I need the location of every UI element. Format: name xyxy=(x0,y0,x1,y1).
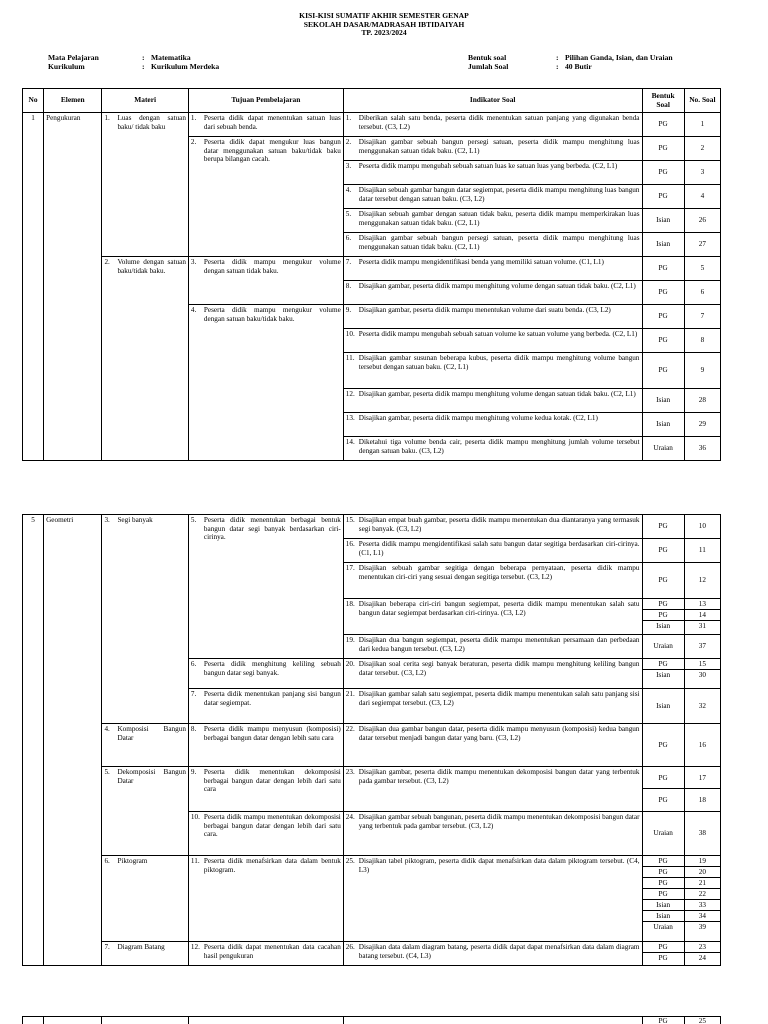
col-elemen: Elemen xyxy=(44,89,102,113)
doc-school: SEKOLAH DASAR/MADRASAH IBTIDAIYAH xyxy=(303,19,465,29)
indikator-2 xyxy=(343,137,642,161)
tujuan-2 xyxy=(188,137,343,257)
kisi-table-pengukuran xyxy=(22,88,721,461)
materi-num: 6. xyxy=(104,857,110,865)
nosoal-stack xyxy=(684,942,720,966)
materi-4 xyxy=(102,724,188,767)
row-elemen: Pengukuran xyxy=(44,113,102,461)
nosoal-cell: 32 xyxy=(684,689,720,724)
row-elemen: Geometri xyxy=(44,515,102,966)
nosoal-cell: 1 xyxy=(684,113,720,137)
meta-right xyxy=(468,54,673,71)
meta-left xyxy=(48,54,219,71)
bentuk-cell: Isian xyxy=(642,389,684,413)
materi-text: Luas dengan satuan baku/ tidak baku xyxy=(117,114,186,131)
stack-cell: 13 xyxy=(685,599,720,610)
nosoal-cell: 38 xyxy=(684,812,720,856)
empty-cell xyxy=(188,1017,343,1024)
col-no: No xyxy=(23,89,44,113)
stack-cell: 19 xyxy=(685,856,720,867)
bentuk-cell: Isian xyxy=(642,233,684,257)
materi-num: 2. xyxy=(104,258,110,266)
table-header-row xyxy=(23,89,721,113)
bentuk-stack xyxy=(642,856,684,942)
stack-cell: PG xyxy=(658,796,668,804)
colon: : xyxy=(556,61,559,71)
col-tujuan: Tujuan Pembelajaran xyxy=(188,89,343,113)
table-row xyxy=(23,724,721,767)
tujuan-text: Peserta didik dapat menentukan satuan luas dari sebuah benda. xyxy=(203,114,341,131)
mapel-label: Mata Pelajaran xyxy=(48,53,99,62)
indikator-13 xyxy=(343,413,642,437)
col-bentuk: Bentuk Soal xyxy=(642,89,684,113)
indikator-text: Disajikan empat buah gambar, peserta didik mampu menentukan dua diantaranya yang termasuk segi banyak. (C3, L2) xyxy=(358,516,640,533)
bentuk-value: Pilihan Ganda, Isian, dan Uraian xyxy=(565,53,673,62)
indikator-20 xyxy=(343,659,642,689)
colon: : xyxy=(142,61,145,71)
indikator-text: Diberikan salah satu benda, peserta didik menentukan satuan panjang yang digunakan benda tersebut. (C3, L2) xyxy=(358,114,640,131)
tujuan-num: 7. xyxy=(190,690,197,698)
bentuk-stack xyxy=(642,659,684,689)
bentuk-cell: PG xyxy=(642,281,684,305)
bentuk-stack xyxy=(642,942,684,966)
row-no: 1 xyxy=(23,113,44,461)
tujuan-num: 12. xyxy=(190,943,200,951)
bentuk-label: Bentuk soal xyxy=(468,53,507,62)
nosoal-cell: 36 xyxy=(684,437,720,461)
indikator-9 xyxy=(343,305,642,329)
indikator-num: 26. xyxy=(345,943,355,951)
indikator-num: 5. xyxy=(345,210,352,218)
indikator-num: 21. xyxy=(345,690,355,698)
table-row xyxy=(23,856,721,942)
indikator-text: Disajikan dua bangun segiempat, peserta didik mampu menentukan persamaan dan perbedaan dari kedua bangun tersebut. (C3, L2) xyxy=(358,636,640,653)
col-indikator: Indikator Soal xyxy=(343,89,642,113)
bentuk-cell: Uraian xyxy=(642,812,684,856)
nosoal-cell: 3 xyxy=(684,161,720,185)
nosoal-cell: 29 xyxy=(684,413,720,437)
materi-num: 3. xyxy=(104,516,110,524)
indikator-4 xyxy=(343,185,642,209)
indikator-text: Disajikan sebuah gambar bangun datar segiempat, peserta didik mampu menghitung luas bangun datar tersebut dengan satuan baku. (C3, L2) xyxy=(358,186,640,203)
indikator-num: 12. xyxy=(345,390,355,398)
stack-cell: 22 xyxy=(685,889,720,900)
nosoal-cell: 2 xyxy=(684,137,720,161)
bentuk-cell: PG xyxy=(642,329,684,353)
tujuan-5 xyxy=(188,515,343,659)
indikator-6 xyxy=(343,233,642,257)
nosoal-cell: 25 xyxy=(684,1017,720,1024)
bentuk-cell: Uraian xyxy=(642,437,684,461)
nosoal-cell: 4 xyxy=(684,185,720,209)
table-row xyxy=(23,515,721,539)
indikator-text: Peserta didik mampu mengubah sebuah satuan volume ke satuan volume yang berbeda. (C2, L1) xyxy=(358,330,638,338)
empty-cell xyxy=(102,1017,188,1024)
indikator-14 xyxy=(343,437,642,461)
table-row xyxy=(23,113,721,137)
materi-num: 7. xyxy=(104,943,110,951)
stack-cell: PG xyxy=(658,954,668,962)
materi-2 xyxy=(102,257,188,461)
kurikulum-value: Kurikulum Merdeka xyxy=(151,61,220,71)
kisi-table-geometri xyxy=(22,514,721,966)
nosoal-stack xyxy=(684,856,720,942)
stack-cell: 31 xyxy=(698,622,706,630)
indikator-text: Disajikan data dalam diagram batang, peserta didik dapat dapat menafsirkan data dalam diagram batang tersebut. (C4, L3) xyxy=(358,943,640,960)
indikator-text: Disajikan beberapa ciri-ciri bangun segiempat, peserta didik mampu menentukan salah satu bangun datar segiempat berdasarkan ciri-cirinya. (C3, L2) xyxy=(358,600,640,617)
indikator-text: Disajikan tabel piktogram, peserta didik dapat menafsirkan data dalam piktogram tersebut. (C4, L3) xyxy=(358,857,640,874)
indikator-num: 24. xyxy=(345,813,355,821)
bentuk-cell: Uraian xyxy=(642,635,684,659)
stack-cell: Uraian xyxy=(653,923,673,931)
nosoal-cell: 12 xyxy=(684,563,720,599)
materi-num: 5. xyxy=(104,768,110,776)
col-nosoal: No. Soal xyxy=(684,89,720,113)
indikator-num: 16. xyxy=(345,540,355,548)
bentuk-cell: Isian xyxy=(642,413,684,437)
tujuan-1 xyxy=(188,113,343,137)
indikator-25 xyxy=(343,856,642,942)
indikator-num: 8. xyxy=(345,282,352,290)
stack-cell: 17 xyxy=(685,767,720,789)
indikator-num: 20. xyxy=(345,660,355,668)
indikator-text: Disajikan gambar sebuah bangunan, peserta didik mampu menentukan dekomposisi bangun datar yang terbentuk pada gambar tersebut. (C3, L2) xyxy=(358,813,640,830)
indikator-num: 18. xyxy=(345,600,355,608)
indikator-5 xyxy=(343,209,642,233)
stack-cell: 33 xyxy=(685,900,720,911)
indikator-num: 1. xyxy=(345,114,352,122)
stack-cell: 20 xyxy=(685,867,720,878)
indikator-12 xyxy=(343,389,642,413)
materi-3 xyxy=(102,515,188,724)
materi-text: Diagram Batang xyxy=(117,943,165,951)
tujuan-text: Peserta didik menentukan dekomposisi berbagai bangun datar dengan lebih dari satu cara xyxy=(203,768,341,794)
doc-year: TP. 2023/2024 xyxy=(361,28,407,38)
tujuan-12 xyxy=(188,942,343,966)
indikator-num: 23. xyxy=(345,768,355,776)
bentuk-cell: PG xyxy=(642,137,684,161)
materi-5 xyxy=(102,767,188,856)
bentuk-stack xyxy=(642,767,684,812)
indikator-text: Disajikan sebuah gambar segitiga dengan beberapa pernyataan, peserta didik mampu menentukan ciri-ciri yang sesuai dengan segitiga tersebut. (C3, L2) xyxy=(358,564,640,581)
doc-title: KISI-KISI SUMATIF AKHIR SEMESTER GENAP xyxy=(299,11,469,20)
materi-text: Segi banyak xyxy=(117,516,153,524)
stack-cell: Isian xyxy=(656,622,671,630)
stack-cell: 14 xyxy=(685,610,720,621)
nosoal-cell: 16 xyxy=(684,724,720,767)
empty-cell xyxy=(343,1017,642,1024)
col-materi: Materi xyxy=(102,89,188,113)
indikator-num: 22. xyxy=(345,725,355,733)
indikator-num: 17. xyxy=(345,564,355,572)
nosoal-cell: 28 xyxy=(684,389,720,413)
nosoal-cell: 11 xyxy=(684,539,720,563)
indikator-26 xyxy=(343,942,642,966)
bentuk-cell: PG xyxy=(642,185,684,209)
kurikulum-label: Kurikulum xyxy=(48,61,85,71)
nosoal-cell: 5 xyxy=(684,257,720,281)
nosoal-stack xyxy=(684,599,720,635)
bentuk-cell: PG xyxy=(642,539,684,563)
indikator-num: 6. xyxy=(345,234,352,242)
materi-num: 4. xyxy=(104,725,110,733)
indikator-text: Peserta didik mampu mengidentifikasi salah satu bangun datar segitiga berdasarkan ciri-cirinya. (C1, L1) xyxy=(358,540,640,557)
materi-1 xyxy=(102,113,188,257)
indikator-15 xyxy=(343,515,642,539)
empty-cell xyxy=(44,1017,102,1024)
nosoal-cell: 37 xyxy=(684,635,720,659)
indikator-text: Disajikan soal cerita segi banyak beraturan, peserta didik mampu menghitung keliling bangun datar tersebut. (C3, L2) xyxy=(358,660,640,677)
table-row xyxy=(23,942,721,966)
indikator-7 xyxy=(343,257,642,281)
mapel-value: Matematika xyxy=(151,53,191,62)
tujuan-num: 11. xyxy=(190,857,200,865)
tujuan-num: 1. xyxy=(190,114,197,122)
colon: : xyxy=(142,53,145,62)
table-row xyxy=(23,1017,721,1024)
stack-cell: 23 xyxy=(685,942,720,953)
bentuk-cell: PG xyxy=(642,724,684,767)
indikator-22 xyxy=(343,724,642,767)
indikator-num: 7. xyxy=(345,258,352,266)
bentuk-cell: PG xyxy=(642,353,684,389)
tujuan-10 xyxy=(188,812,343,856)
bentuk-cell: Isian xyxy=(642,689,684,724)
stack-cell: PG xyxy=(643,878,684,889)
indikator-text: Disajikan gambar, peserta didik mampu menentukan dekomposisi bangun datar yang terbentuk pada gambar tersebut. (C3, L2) xyxy=(358,768,640,785)
tujuan-4 xyxy=(188,305,343,461)
nosoal-stack xyxy=(684,767,720,812)
indikator-text: Disajikan sebuah gambar dengan satuan tidak baku, peserta didik mampu memperkirakan luas menggunakan satuan tidak baku. (C2, L1) xyxy=(358,210,640,227)
table-row xyxy=(23,257,721,281)
table-row xyxy=(23,767,721,812)
row-no: 5 xyxy=(23,515,44,966)
stack-cell: 39 xyxy=(698,923,706,931)
tujuan-11 xyxy=(188,856,343,942)
indikator-text: Peserta didik mampu mengubah sebuah satuan luas ke satuan luas yang berbeda. (C2, L1) xyxy=(358,162,618,170)
indikator-text: Peserta didik mampu mengidentifikasi benda yang memiliki satuan volume. (C1, L1) xyxy=(358,258,604,266)
stack-cell: Isian xyxy=(643,911,684,922)
materi-text: Piktogram xyxy=(117,857,148,865)
indikator-18 xyxy=(343,599,642,635)
bentuk-cell: PG xyxy=(642,161,684,185)
indikator-num: 11. xyxy=(345,354,355,362)
stack-cell: 30 xyxy=(698,671,706,679)
tujuan-text: Peserta didik mampu mengukur volume dengan satuan baku/tidak baku. xyxy=(203,306,341,323)
indikator-16 xyxy=(343,539,642,563)
materi-num: 1. xyxy=(104,114,110,122)
stack-cell: PG xyxy=(643,942,684,953)
stack-cell: PG xyxy=(643,659,684,670)
materi-6 xyxy=(102,856,188,942)
indikator-text: Diketahui tiga volume benda cair, peserta didik mampu menghitung jumlah volume tersebut dengan satuan baku. (C3, L2) xyxy=(358,438,640,455)
tujuan-num: 4. xyxy=(190,306,197,314)
indikator-text: Disajikan gambar sebuah bangun persegi satuan, peserta didik mampu menghitung luas menggunakan satuan tidak baku. (C2, L1) xyxy=(358,138,640,155)
tujuan-text: Peserta didik dapat mengukur luas bangun datar menggunakan satuan baku/tidak baku berupa bilangan cacah. xyxy=(203,138,341,164)
tujuan-num: 3. xyxy=(190,258,197,266)
indikator-text: Disajikan gambar, peserta didik mampu menghitung volume dengan satuan tidak baku. (C2, L1) xyxy=(358,282,636,290)
indikator-num: 14. xyxy=(345,438,355,446)
indikator-text: Disajikan gambar, peserta didik mampu menghitung volume kedua kotak. (C2, L1) xyxy=(358,414,598,422)
tujuan-7 xyxy=(188,689,343,724)
tujuan-num: 9. xyxy=(190,768,197,776)
stack-cell: 15 xyxy=(685,659,720,670)
indikator-text: Disajikan gambar susunan beberapa kubus, peserta didik mampu menghitung volume bangun tersebut dengan satuan baku. (C2, L1) xyxy=(358,354,640,371)
tujuan-num: 5. xyxy=(190,516,197,524)
stack-cell: 34 xyxy=(685,911,720,922)
stack-cell: PG xyxy=(643,767,684,789)
bentuk-cell: PG xyxy=(642,113,684,137)
indikator-num: 19. xyxy=(345,636,355,644)
tujuan-6 xyxy=(188,659,343,689)
stack-cell: 24 xyxy=(698,954,706,962)
nosoal-cell: 9 xyxy=(684,353,720,389)
indikator-8 xyxy=(343,281,642,305)
indikator-text: Disajikan dua gambar bangun datar, peserta didik mampu menyusun (komposisi) kedua bangun datar tersebut menjadi bangun datar yang baru. (C3, L2) xyxy=(358,725,640,742)
stack-cell: PG xyxy=(643,867,684,878)
stack-cell: Isian xyxy=(643,900,684,911)
indikator-10 xyxy=(343,329,642,353)
indikator-1 xyxy=(343,113,642,137)
tujuan-text: Peserta didik mampu menyusun (komposisi) berbagai bangun datar dengan lebih satu cara xyxy=(203,725,341,742)
stack-cell: 18 xyxy=(698,796,706,804)
tujuan-text: Peserta didik menafsirkan data dalam bentuk piktogram. xyxy=(203,857,341,874)
tujuan-num: 6. xyxy=(190,660,197,668)
indikator-11 xyxy=(343,353,642,389)
bentuk-cell: PG xyxy=(642,1017,684,1024)
indikator-num: 9. xyxy=(345,306,352,314)
tujuan-text: Peserta didik mampu menentukan dekomposisi berbagai bangun datar dengan lebih dari satu cara. xyxy=(203,813,341,839)
nosoal-cell: 10 xyxy=(684,515,720,539)
materi-text: Dekomposisi Bangun Datar xyxy=(117,768,186,785)
stack-cell: 21 xyxy=(685,878,720,889)
nosoal-cell: 8 xyxy=(684,329,720,353)
indikator-num: 25. xyxy=(345,857,355,865)
bentuk-cell: PG xyxy=(642,305,684,329)
kisi-table-continued xyxy=(22,1016,721,1024)
nosoal-stack xyxy=(684,659,720,689)
stack-cell: PG xyxy=(643,599,684,610)
indikator-num: 4. xyxy=(345,186,352,194)
nosoal-cell: 6 xyxy=(684,281,720,305)
indikator-text: Disajikan gambar sebuah bangun persegi satuan, peserta didik mampu menghitung luas menggunakan satuan tidak baku. (C2, L1) xyxy=(358,234,640,251)
materi-7 xyxy=(102,942,188,966)
indikator-num: 3. xyxy=(345,162,352,170)
stack-cell: PG xyxy=(643,610,684,621)
document-header xyxy=(0,12,768,38)
empty-cell xyxy=(23,1017,44,1024)
indikator-text: Disajikan gambar, peserta didik mampu menentukan volume dari suatu benda. (C3, L2) xyxy=(358,306,611,314)
stack-cell: PG xyxy=(643,856,684,867)
jumlah-value: 40 Butir xyxy=(565,61,592,71)
tujuan-num: 2. xyxy=(190,138,197,146)
stack-cell: PG xyxy=(643,889,684,900)
nosoal-cell: 27 xyxy=(684,233,720,257)
indikator-17 xyxy=(343,563,642,599)
indikator-text: Disajikan gambar, peserta didik mampu menghitung volume dengan satuan tidak baku. (C2, L1) xyxy=(358,390,636,398)
tujuan-num: 10. xyxy=(190,813,200,821)
indikator-3 xyxy=(343,161,642,185)
indikator-num: 2. xyxy=(345,138,352,146)
indikator-num: 10. xyxy=(345,330,355,338)
bentuk-cell: PG xyxy=(642,563,684,599)
colon: : xyxy=(556,53,559,62)
nosoal-cell: 26 xyxy=(684,209,720,233)
bentuk-cell: PG xyxy=(642,515,684,539)
tujuan-text: Peserta didik menghitung keliling sebuah bangun datar segi banyak. xyxy=(203,660,341,677)
tujuan-text: Peserta didik dapat menentukan data cacahan hasil pengukuran xyxy=(203,943,341,960)
tujuan-8 xyxy=(188,724,343,767)
nosoal-cell: 7 xyxy=(684,305,720,329)
indikator-text: Disajikan gambar salah satu segiempat, peserta didik mampu menentukan salah satu panjang sisi dari segiempat tersebut. (C3, L2) xyxy=(358,690,640,707)
stack-cell: Isian xyxy=(656,671,671,679)
jumlah-label: Jumlah Soal xyxy=(468,61,509,71)
tujuan-text: Peserta didik menentukan berbagai bentuk bangun datar segi banyak berdasarkan ciri-cirinya. xyxy=(203,516,341,542)
indikator-19 xyxy=(343,635,642,659)
bentuk-cell: Isian xyxy=(642,209,684,233)
materi-text: Volume dengan satuan baku/tidak baku. xyxy=(117,258,186,275)
tujuan-text: Peserta didik menentukan panjang sisi bangun datar segiempat. xyxy=(203,690,341,707)
tujuan-text: Peserta didik mampu mengukur volume dengan satuan tidak baku. xyxy=(203,258,341,275)
tujuan-3 xyxy=(188,257,343,305)
tujuan-9 xyxy=(188,767,343,812)
materi-text: Komposisi Bangun Datar xyxy=(117,725,186,742)
bentuk-cell: PG xyxy=(642,257,684,281)
indikator-num: 15. xyxy=(345,516,355,524)
indikator-23 xyxy=(343,767,642,812)
indikator-24 xyxy=(343,812,642,856)
indikator-num: 13. xyxy=(345,414,355,422)
indikator-21 xyxy=(343,689,642,724)
tujuan-num: 8. xyxy=(190,725,197,733)
bentuk-stack xyxy=(642,599,684,635)
